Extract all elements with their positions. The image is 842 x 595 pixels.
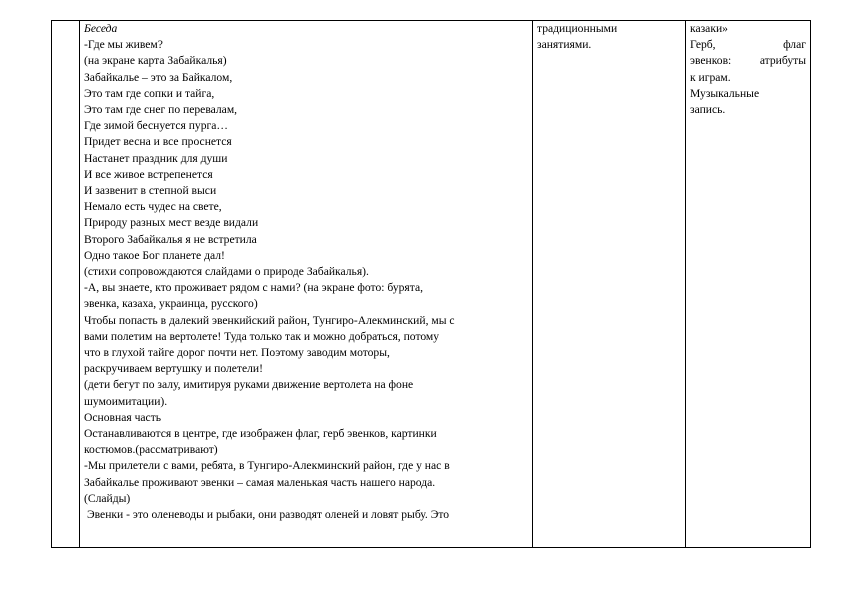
- text-line: (дети бегут по залу, имитируя руками движение вертолета на фоне: [84, 378, 414, 392]
- text-word: атрибуты: [759, 54, 806, 68]
- text-line: Забайкалье – это за Байкалом,: [84, 70, 233, 84]
- text-line: Чтобы попасть в далекий эвенкийский район, Тунгиро-Алекминский, мы с: [84, 313, 455, 327]
- text-word: эвенков:: [690, 54, 732, 68]
- text-line: И все живое встрепенется: [84, 167, 213, 181]
- text-line: Эвенки - это оленеводы и рыбаки, они разводят оленей и ловят рыбу. Это: [87, 508, 450, 522]
- lesson-plan-table: [51, 20, 811, 548]
- text-line: Одно такое Бог планете дал!: [84, 248, 225, 262]
- text-line: (Слайды): [84, 491, 131, 505]
- text-line: Музыкальные: [690, 86, 760, 100]
- text-line: -А, вы знаете, кто проживает рядом с нами? (на экране фото: бурята,: [84, 281, 424, 295]
- text-line: костюмов.(рассматривают): [84, 443, 218, 457]
- text-line: -Где мы живем?: [84, 38, 163, 52]
- text-line: [690, 53, 806, 69]
- text-line: Забайкалье проживают эвенки – самая маленькая часть нашего народа.: [84, 475, 436, 489]
- text-line: запись.: [690, 103, 726, 117]
- text-line: шумоимитации).: [84, 394, 168, 408]
- materials-cell: [686, 21, 811, 548]
- text-line: Второго Забайкалья я не встретила: [84, 232, 257, 246]
- text-line: И зазвенит в степной выси: [84, 184, 217, 198]
- text-line: (стихи сопровождаются слайдами о природе Забайкалья).: [84, 265, 369, 279]
- table-row: [52, 21, 811, 548]
- text-line: -Мы прилетели с вами, ребята, в Тунгиро-Алекминский район, где у нас в: [84, 459, 450, 473]
- text-line: что в глухой тайге дорог почти нет. Поэтому заводим моторы,: [84, 346, 390, 360]
- text-line: (на экране карта Забайкалья): [84, 54, 227, 68]
- text-line: казаки»: [690, 22, 728, 35]
- text-line: эвенка, казаха, украинца, русского): [84, 297, 258, 311]
- text-line: [690, 37, 806, 53]
- text-line: занятиями.: [537, 38, 592, 52]
- text-line: Это там где снег по перевалам,: [84, 103, 238, 117]
- third-column-cell: [533, 21, 686, 548]
- text-line: вами полетим на вертолете! Туда только так и можно добраться, потому: [84, 329, 440, 343]
- text-line: Это там где сопки и тайга,: [84, 86, 215, 100]
- text-line: Придет весна и все проснется: [84, 135, 232, 149]
- text-line: Немало есть чудес на свете,: [84, 200, 222, 214]
- text-line: Где зимой беснуется пурга…: [84, 119, 228, 133]
- main-text-cell: [80, 21, 533, 548]
- text-line: Природу разных мест везде видали: [84, 216, 259, 230]
- text-line: Настанет праздник для души: [84, 151, 228, 165]
- section-heading: Основная часть: [84, 410, 162, 424]
- text-line: Останавливаются в центре, где изображен флаг, герб эвенков, картинки: [84, 427, 437, 441]
- text-word: Герб,: [690, 38, 716, 52]
- empty-first-column-cell: [52, 21, 80, 548]
- text-line: раскручиваем вертушку и полетели!: [84, 362, 263, 376]
- text-word: флаг: [783, 38, 806, 52]
- text-line: к играм.: [690, 70, 731, 84]
- text-line: традиционными: [537, 22, 618, 35]
- text-line: Беседа: [84, 22, 118, 35]
